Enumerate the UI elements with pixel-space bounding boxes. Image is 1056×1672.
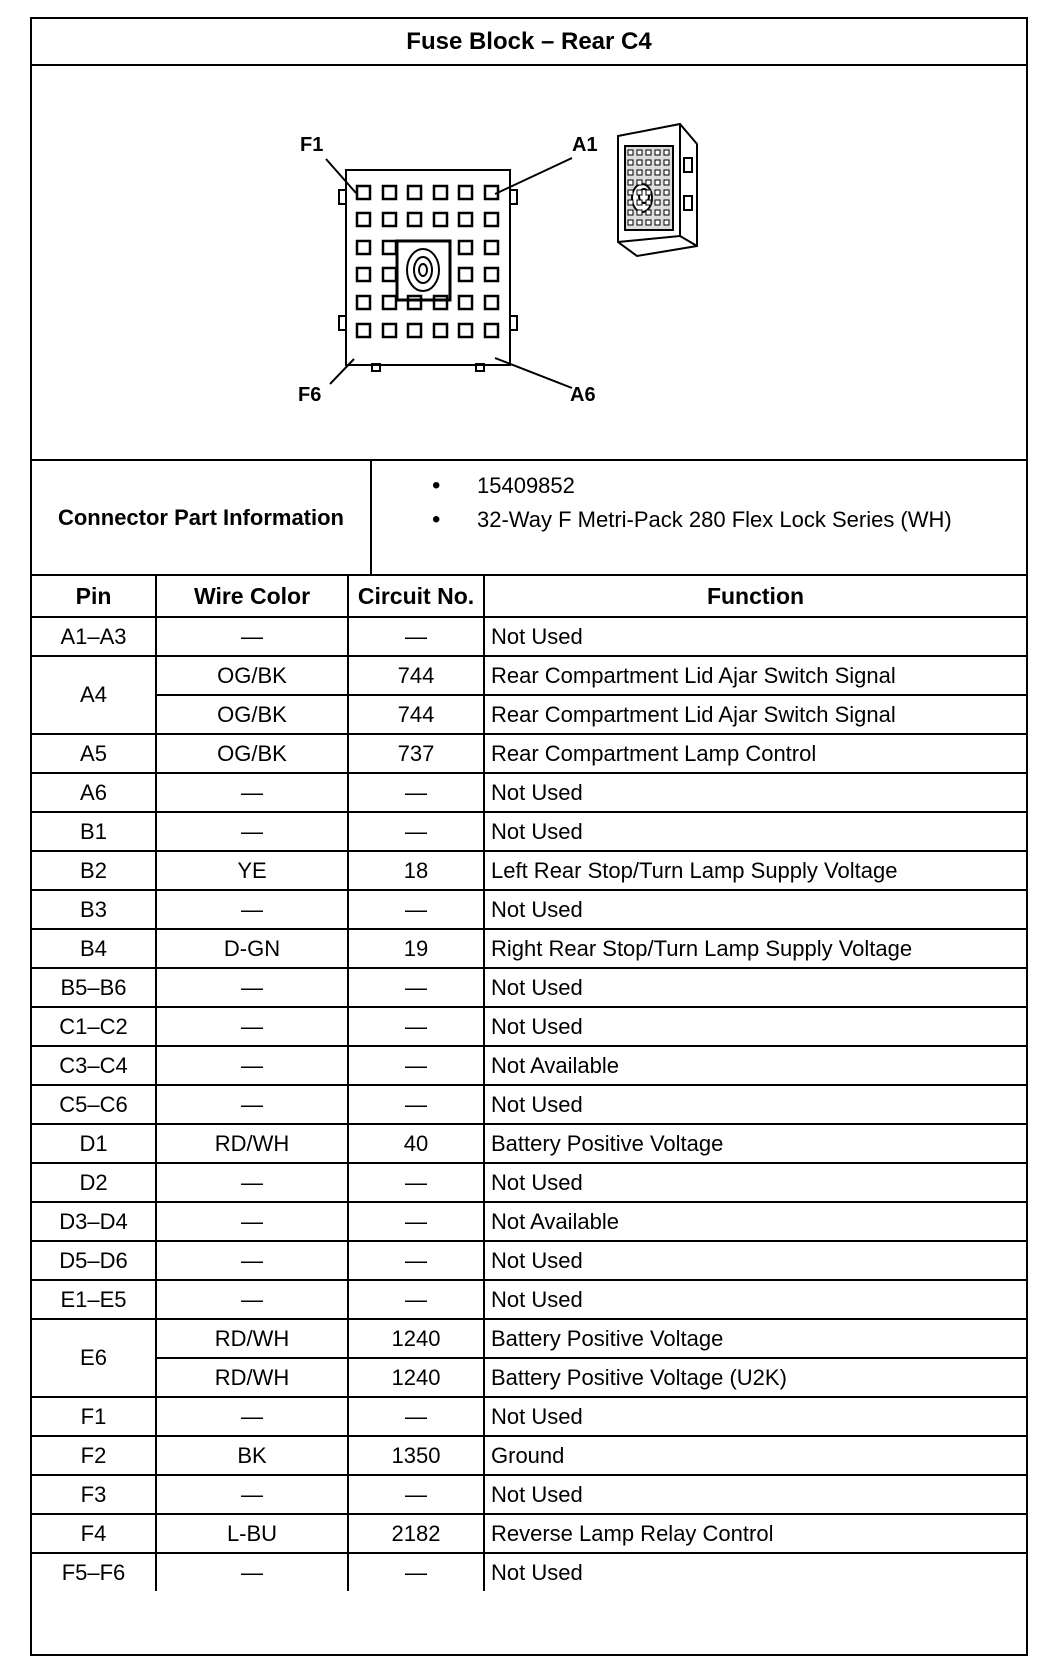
iso-cavity bbox=[637, 150, 642, 155]
iso-cavity bbox=[664, 180, 669, 185]
circuit-cell: 40 bbox=[348, 1124, 484, 1163]
table-row bbox=[32, 1475, 1026, 1514]
wire-color-cell: RD/WH bbox=[156, 1358, 348, 1397]
circuit-cell: — bbox=[348, 1553, 484, 1591]
connector-info-list bbox=[372, 461, 1026, 574]
wire-color-cell: — bbox=[156, 1241, 348, 1280]
circuit-cell: — bbox=[348, 1007, 484, 1046]
table-row bbox=[32, 695, 1026, 734]
iso-cavity bbox=[646, 170, 651, 175]
function-cell: Battery Positive Voltage (U2K) bbox=[484, 1358, 1026, 1397]
cavity bbox=[408, 186, 421, 199]
connector-info-label: Connector Part Information bbox=[32, 461, 372, 574]
function-cell: Not Used bbox=[484, 773, 1026, 812]
function-cell: Battery Positive Voltage bbox=[484, 1319, 1026, 1358]
connector-diagram bbox=[32, 66, 1026, 459]
wire-color-cell: L-BU bbox=[156, 1514, 348, 1553]
a1-label: A1 bbox=[572, 134, 598, 156]
pin-cell: C3–C4 bbox=[32, 1046, 156, 1085]
pinout-table bbox=[32, 576, 1026, 1591]
table-row bbox=[32, 773, 1026, 812]
cavity bbox=[357, 268, 370, 281]
cavity bbox=[434, 324, 447, 337]
circuit-cell: — bbox=[348, 773, 484, 812]
cavity bbox=[459, 268, 472, 281]
cavity bbox=[485, 241, 498, 254]
cavity bbox=[459, 213, 472, 226]
part-number: • 15409852 bbox=[432, 469, 1026, 503]
function-cell: Not Used bbox=[484, 1163, 1026, 1202]
table-row bbox=[32, 812, 1026, 851]
page-title: Fuse Block – Rear C4 bbox=[32, 19, 1026, 66]
wire-color-cell: — bbox=[156, 617, 348, 656]
wire-color-cell: — bbox=[156, 1085, 348, 1124]
cavity bbox=[383, 296, 396, 309]
circuit-cell: 19 bbox=[348, 929, 484, 968]
a6-label: A6 bbox=[570, 384, 596, 406]
iso-cavity bbox=[655, 180, 660, 185]
table-row bbox=[32, 1358, 1026, 1397]
circuit-cell: — bbox=[348, 1163, 484, 1202]
iso-cavity bbox=[628, 190, 633, 195]
circuit-cell: 1240 bbox=[348, 1358, 484, 1397]
cavity-grid bbox=[357, 186, 498, 337]
iso-cavity bbox=[628, 220, 633, 225]
pin-cell: D3–D4 bbox=[32, 1202, 156, 1241]
function-cell: Not Used bbox=[484, 1475, 1026, 1514]
table-row bbox=[32, 1124, 1026, 1163]
function-cell: Battery Positive Voltage bbox=[484, 1124, 1026, 1163]
pin-cell: C5–C6 bbox=[32, 1085, 156, 1124]
iso-cavity bbox=[655, 150, 660, 155]
f6-leader bbox=[330, 359, 354, 384]
pin-header: Pin bbox=[32, 576, 156, 617]
iso-cavity bbox=[628, 200, 633, 205]
iso-cavity bbox=[664, 150, 669, 155]
cavity bbox=[459, 186, 472, 199]
circuit-cell: — bbox=[348, 812, 484, 851]
function-header: Function bbox=[484, 576, 1026, 617]
circuit-cell: 744 bbox=[348, 695, 484, 734]
f1-leader bbox=[326, 159, 356, 193]
iso-cavity bbox=[628, 180, 633, 185]
pin-cell: B2 bbox=[32, 851, 156, 890]
wire-color-cell: — bbox=[156, 1397, 348, 1436]
pin-cell: A5 bbox=[32, 734, 156, 773]
pin-cell: F3 bbox=[32, 1475, 156, 1514]
iso-cavity bbox=[655, 160, 660, 165]
wire-color-cell: — bbox=[156, 968, 348, 1007]
iso-cavity bbox=[646, 200, 651, 205]
function-cell: Not Available bbox=[484, 1202, 1026, 1241]
table-row bbox=[32, 890, 1026, 929]
iso-cavity bbox=[637, 160, 642, 165]
cavity bbox=[357, 324, 370, 337]
cavity bbox=[357, 186, 370, 199]
cavity bbox=[383, 186, 396, 199]
wire-color-header: Wire Color bbox=[156, 576, 348, 617]
cavity bbox=[408, 296, 421, 309]
iso-cavity bbox=[637, 220, 642, 225]
circuit-cell: — bbox=[348, 1397, 484, 1436]
circuit-cell: — bbox=[348, 617, 484, 656]
circuit-cell: — bbox=[348, 1475, 484, 1514]
circuit-cell: — bbox=[348, 890, 484, 929]
pin-cell: F2 bbox=[32, 1436, 156, 1475]
iso-cavity bbox=[637, 170, 642, 175]
pin-cell: B1 bbox=[32, 812, 156, 851]
circuit-cell: — bbox=[348, 1085, 484, 1124]
iso-cavity bbox=[664, 210, 669, 215]
circuit-cell: — bbox=[348, 1046, 484, 1085]
function-cell: Reverse Lamp Relay Control bbox=[484, 1514, 1026, 1553]
circuit-cell: 2182 bbox=[348, 1514, 484, 1553]
table-row bbox=[32, 1241, 1026, 1280]
function-cell: Not Available bbox=[484, 1046, 1026, 1085]
function-cell: Not Used bbox=[484, 1007, 1026, 1046]
iso-cavity bbox=[664, 190, 669, 195]
iso-cavity bbox=[646, 190, 651, 195]
iso-cavity bbox=[664, 160, 669, 165]
cavity bbox=[485, 296, 498, 309]
circuit-cell: 1350 bbox=[348, 1436, 484, 1475]
table-row bbox=[32, 929, 1026, 968]
table-row bbox=[32, 1514, 1026, 1553]
circuit-cell: 1240 bbox=[348, 1319, 484, 1358]
table-row bbox=[32, 1280, 1026, 1319]
iso-cavity bbox=[637, 200, 642, 205]
function-cell: Not Used bbox=[484, 968, 1026, 1007]
iso-cavity bbox=[628, 150, 633, 155]
wire-color-cell: RD/WH bbox=[156, 1124, 348, 1163]
table-row bbox=[32, 656, 1026, 695]
function-cell: Right Rear Stop/Turn Lamp Supply Voltage bbox=[484, 929, 1026, 968]
table-row bbox=[32, 1202, 1026, 1241]
pin-cell: B3 bbox=[32, 890, 156, 929]
iso-cavity bbox=[655, 200, 660, 205]
iso-cavity bbox=[646, 150, 651, 155]
iso-cavity bbox=[646, 180, 651, 185]
pin-cell: A1–A3 bbox=[32, 617, 156, 656]
circuit-cell: 18 bbox=[348, 851, 484, 890]
cavity bbox=[383, 213, 396, 226]
cavity bbox=[383, 324, 396, 337]
pin-cell: F4 bbox=[32, 1514, 156, 1553]
table-header-row bbox=[32, 576, 1026, 617]
iso-cavity bbox=[655, 170, 660, 175]
function-cell: Not Used bbox=[484, 890, 1026, 929]
iso-cavity bbox=[646, 160, 651, 165]
pinout-rows bbox=[32, 617, 1026, 1591]
function-cell: Not Used bbox=[484, 1280, 1026, 1319]
connector-series: • 32-Way F Metri-Pack 280 Flex Lock Series (WH) bbox=[432, 503, 1026, 537]
pin-cell: B4 bbox=[32, 929, 156, 968]
function-cell: Not Used bbox=[484, 617, 1026, 656]
table-row bbox=[32, 1553, 1026, 1591]
iso-cavity bbox=[664, 200, 669, 205]
pin-cell: F5–F6 bbox=[32, 1553, 156, 1591]
a6-leader bbox=[495, 358, 572, 388]
function-cell: Not Used bbox=[484, 1553, 1026, 1591]
cavity bbox=[408, 213, 421, 226]
cavity bbox=[383, 241, 396, 254]
function-cell: Left Rear Stop/Turn Lamp Supply Voltage bbox=[484, 851, 1026, 890]
wire-color-cell: OG/BK bbox=[156, 695, 348, 734]
table-row bbox=[32, 968, 1026, 1007]
iso-cavity bbox=[646, 210, 651, 215]
table-row bbox=[32, 1046, 1026, 1085]
cavity bbox=[459, 324, 472, 337]
circuit-cell: 744 bbox=[348, 656, 484, 695]
function-cell: Not Used bbox=[484, 1085, 1026, 1124]
connector-document bbox=[30, 17, 1028, 1656]
wire-color-cell: OG/BK bbox=[156, 656, 348, 695]
circuit-cell: — bbox=[348, 1280, 484, 1319]
circuit-header: Circuit No. bbox=[348, 576, 484, 617]
iso-cavity bbox=[664, 220, 669, 225]
cavity bbox=[357, 296, 370, 309]
cavity bbox=[434, 213, 447, 226]
table-row bbox=[32, 1085, 1026, 1124]
wire-color-cell: — bbox=[156, 1046, 348, 1085]
pin-cell: C1–C2 bbox=[32, 1007, 156, 1046]
cavity bbox=[434, 186, 447, 199]
cavity bbox=[459, 241, 472, 254]
wire-color-cell: — bbox=[156, 1553, 348, 1591]
cavity bbox=[357, 241, 370, 254]
wire-color-cell: — bbox=[156, 812, 348, 851]
wire-color-cell: — bbox=[156, 1163, 348, 1202]
pin-cell: A6 bbox=[32, 773, 156, 812]
wire-color-cell: BK bbox=[156, 1436, 348, 1475]
wire-color-cell: — bbox=[156, 1475, 348, 1514]
connector-info bbox=[32, 461, 1026, 576]
cavity bbox=[485, 268, 498, 281]
cavity bbox=[408, 324, 421, 337]
wire-color-cell: D-GN bbox=[156, 929, 348, 968]
pin-cell: F1 bbox=[32, 1397, 156, 1436]
wire-color-cell: — bbox=[156, 1202, 348, 1241]
wire-color-cell: — bbox=[156, 890, 348, 929]
pin-cell: A4 bbox=[32, 656, 156, 734]
table-row bbox=[32, 851, 1026, 890]
wire-color-cell: YE bbox=[156, 851, 348, 890]
cavity bbox=[383, 268, 396, 281]
circuit-cell: — bbox=[348, 968, 484, 1007]
iso-cavity bbox=[637, 210, 642, 215]
function-cell: Ground bbox=[484, 1436, 1026, 1475]
iso-cavity bbox=[655, 190, 660, 195]
circuit-cell: — bbox=[348, 1202, 484, 1241]
pin-cell: B5–B6 bbox=[32, 968, 156, 1007]
table-row bbox=[32, 1397, 1026, 1436]
iso-cavity bbox=[655, 210, 660, 215]
wire-color-cell: OG/BK bbox=[156, 734, 348, 773]
table-row bbox=[32, 1436, 1026, 1475]
cavity bbox=[434, 296, 447, 309]
iso-cavity bbox=[628, 160, 633, 165]
pin-cell: E1–E5 bbox=[32, 1280, 156, 1319]
wire-color-cell: — bbox=[156, 773, 348, 812]
iso-cavity bbox=[637, 190, 642, 195]
iso-cavity bbox=[628, 210, 633, 215]
function-cell: Not Used bbox=[484, 1397, 1026, 1436]
cavity bbox=[459, 296, 472, 309]
iso-cavity bbox=[628, 170, 633, 175]
table-row bbox=[32, 734, 1026, 773]
circuit-cell: — bbox=[348, 1241, 484, 1280]
function-cell: Rear Compartment Lamp Control bbox=[484, 734, 1026, 773]
iso-cavity bbox=[646, 220, 651, 225]
table-row bbox=[32, 1319, 1026, 1358]
a1-leader bbox=[495, 158, 572, 194]
cavity bbox=[485, 213, 498, 226]
connector-figure bbox=[32, 66, 1026, 461]
iso-cavity bbox=[664, 170, 669, 175]
wire-color-cell: RD/WH bbox=[156, 1319, 348, 1358]
iso-cavity bbox=[655, 220, 660, 225]
cavity bbox=[485, 324, 498, 337]
function-cell: Not Used bbox=[484, 812, 1026, 851]
pin-cell: D5–D6 bbox=[32, 1241, 156, 1280]
table-row bbox=[32, 1163, 1026, 1202]
function-cell: Rear Compartment Lid Ajar Switch Signal bbox=[484, 656, 1026, 695]
circuit-cell: 737 bbox=[348, 734, 484, 773]
pin-cell: D2 bbox=[32, 1163, 156, 1202]
f6-label: F6 bbox=[298, 384, 322, 406]
cavity bbox=[357, 213, 370, 226]
pin-cell: D1 bbox=[32, 1124, 156, 1163]
function-cell: Rear Compartment Lid Ajar Switch Signal bbox=[484, 695, 1026, 734]
table-row bbox=[32, 617, 1026, 656]
function-cell: Not Used bbox=[484, 1241, 1026, 1280]
f1-label: F1 bbox=[300, 134, 324, 156]
wire-color-cell: — bbox=[156, 1280, 348, 1319]
wire-color-cell: — bbox=[156, 1007, 348, 1046]
pin-cell: E6 bbox=[32, 1319, 156, 1397]
iso-cavity bbox=[637, 180, 642, 185]
table-row bbox=[32, 1007, 1026, 1046]
